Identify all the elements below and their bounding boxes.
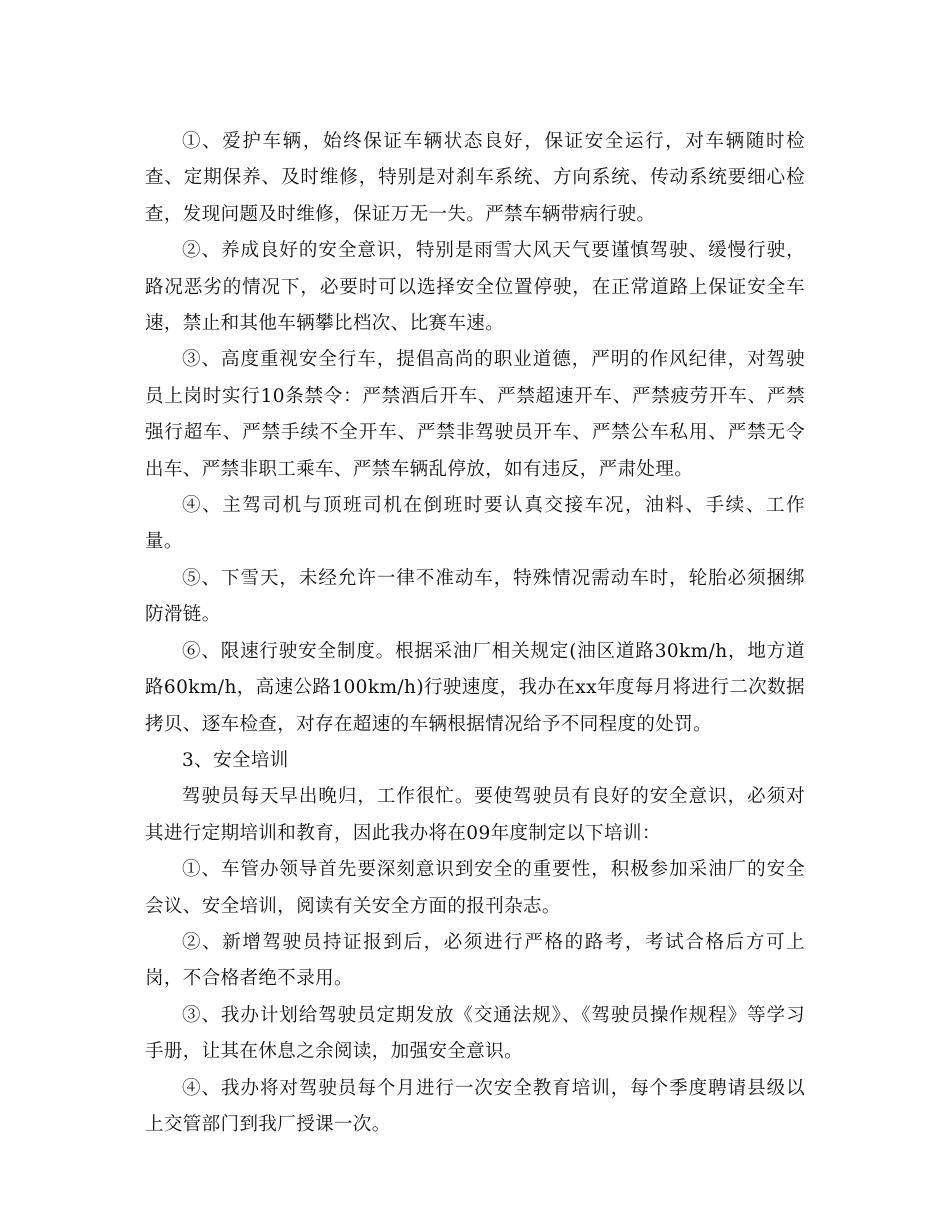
paragraph-shift-handover: ④、主驾司机与顶班司机在倒班时要认真交接车况，油料、手续、工作量。 [145,495,805,553]
paragraph-training-leadership: ①、车管办领导首先要深刻意识到安全的重要性，积极参加采油厂的安全会议、安全培训，阅读有关安全方面的报刊杂志。 [145,859,805,917]
document-body [145,124,805,1143]
paragraph-safety-awareness: ②、养成良好的安全意识，特别是雨雪大风天气要谨慎驾驶、缓慢行驶，路况恶劣的情况下，必要时可以选择安全位置停驶，在正常道路上保证安全车速，禁止和其他车辆攀比档次、比赛车速。 [145,240,805,335]
paragraph-ten-prohibitions: ③、高度重视安全行车，提倡高尚的职业道德，严明的作风纪律，对驾驶员上岗时实行10条禁令：严禁酒后开车、严禁超速开车、严禁疲劳开车、严禁强行超车、严禁手续不全开车、严禁非驾驶员开车、严禁公车私用、严禁无令出车、严禁非职工乘车、严禁车辆乱停放，如有违反，严肃处理。 [145,349,805,480]
paragraph-speed-limit: ⑥、限速行驶安全制度。根据采油厂相关规定(油区道路30km/h，地方道路60km/h，高速公路100km/h)行驶速度，我办在xx年度每月将进行二次数据拷贝、逐车检查，对存在超速的车辆根据情况给予不同程度的处罚。 [145,640,805,735]
paragraph-vehicle-care: ①、爱护车辆，始终保证车辆状态良好，保证安全运行，对车辆随时检查、定期保养、及时维修，特别是对刹车系统、方向系统、传动系统要细心检查，发现问题及时维修，保证万无一失。严禁车辆带病行驶。 [145,131,805,225]
section-heading-safety-training: 3、安全培训 [182,749,289,771]
paragraph-training-handbooks: ③、我办计划给驾驶员定期发放《交通法规》、《驾驶员操作规程》等学习手册，让其在休息之余阅读，加强安全意识。 [145,1004,805,1063]
paragraph-snow-rule: ⑤、下雪天，未经允许一律不准动车，特殊情况需动车时，轮胎必须捆绑防滑链。 [145,567,805,626]
paragraph-training-new-drivers: ②、新增驾驶员持证报到后，必须进行严格的路考，考试合格后方可上岗，不合格者绝不录用。 [145,931,805,990]
paragraph-training-intro: 驾驶员每天早出晚归，工作很忙。要使驾驶员有良好的安全意识，必须对其进行定期培训和教育，因此我办将在09年度制定以下培训： [145,786,805,844]
paragraph-training-monthly: ④、我办将对驾驶员每个月进行一次安全教育培训，每个季度聘请县级以上交管部门到我厂授课一次。 [145,1077,805,1135]
